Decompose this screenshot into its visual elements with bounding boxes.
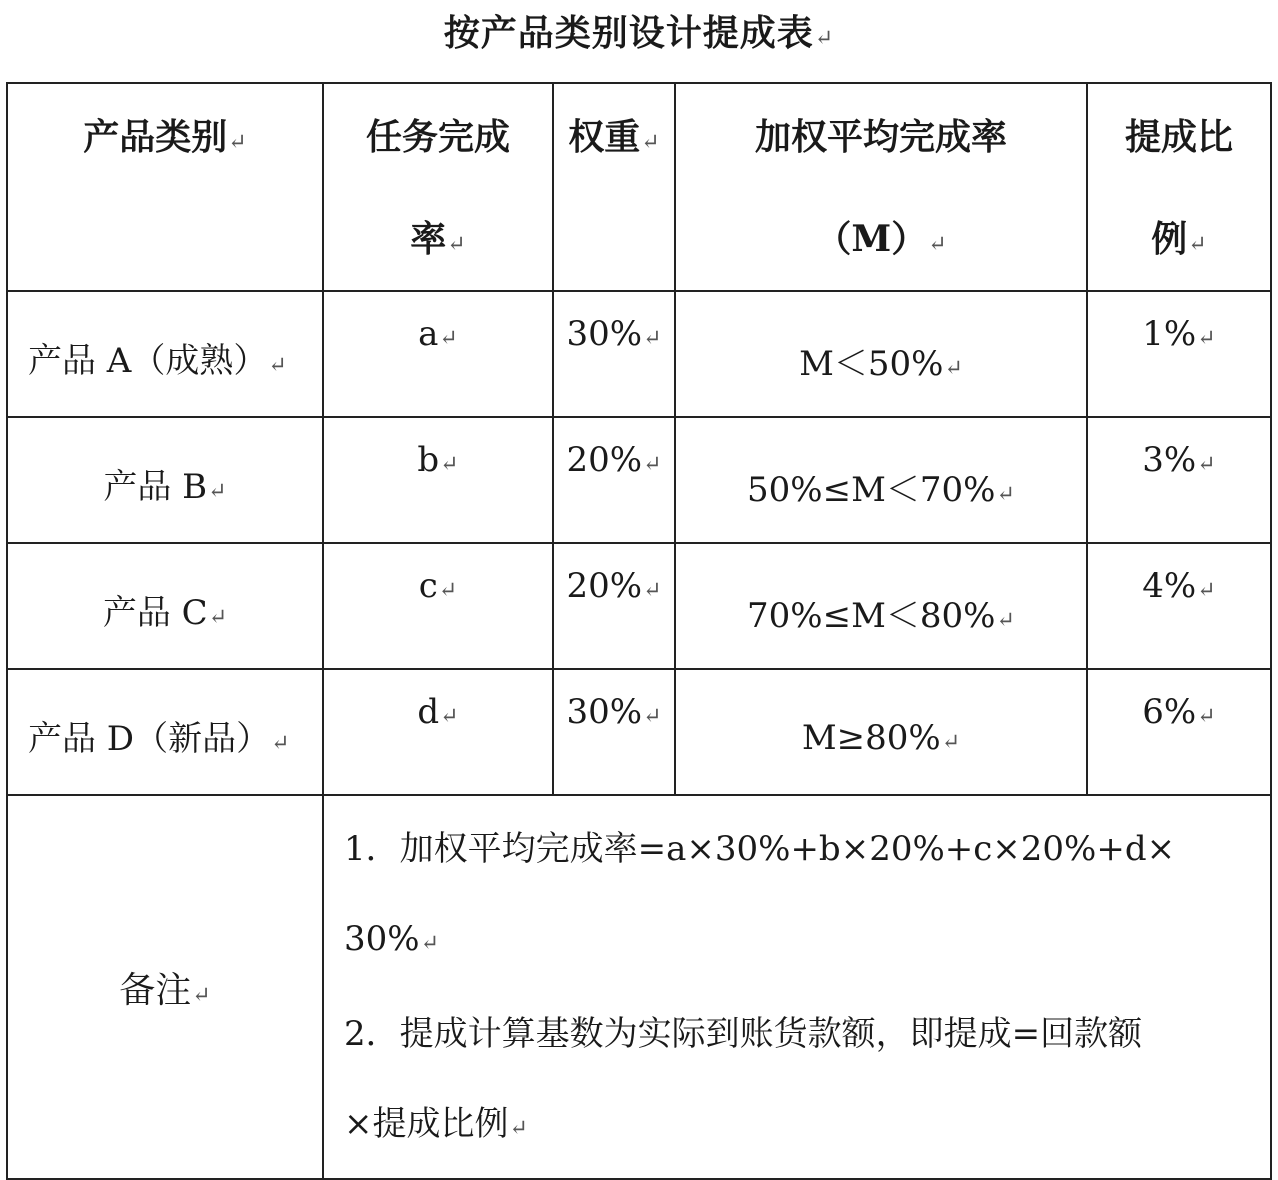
cell-weight [553,417,675,543]
paragraph-mark-icon: ↵ [996,481,1015,507]
paragraph-mark-icon: ↵ [208,604,228,630]
category-text: 产品 B [103,466,208,507]
header-ratio-line2: 例 [1151,218,1188,260]
completion-text: c [418,566,438,606]
completion-text: d [417,692,440,732]
cell-ratio [1087,543,1271,669]
paragraph-mark-icon: ↵ [643,578,662,603]
notes-label-text: 备注 [119,969,192,1011]
cell-weight [553,543,675,669]
paragraph-mark-icon: ↵ [1197,578,1216,603]
header-completion-line2: 率 [410,218,447,260]
ratio-text: 3% [1142,440,1197,480]
range-text: 50%≤M＜70% [747,469,996,510]
note-line-4-text: ×提成比例 [344,1104,509,1144]
paragraph-mark-icon: ↵ [268,352,287,378]
cell-range [675,543,1087,669]
weight-text: 20% [566,566,643,606]
header-row [7,83,1271,291]
cell-category [7,543,323,669]
paragraph-mark-icon: ↵ [944,355,963,381]
paragraph-mark-icon: ↵ [440,452,459,477]
weight-text: 30% [566,314,643,354]
header-weight [553,83,675,291]
note-line-2-text: 30% [344,919,420,959]
cell-ratio [1087,291,1271,417]
cell-category [7,669,323,795]
paragraph-mark-icon: ↵ [814,26,835,51]
header-category-text: 产品类别 [83,116,228,158]
paragraph-mark-icon: ↵ [420,931,440,956]
paragraph-mark-icon: ↵ [192,982,211,1008]
paragraph-mark-icon: ↵ [643,452,662,477]
paragraph-mark-icon: ↵ [1197,704,1216,729]
completion-text: b [417,440,440,480]
cell-range [675,669,1087,795]
cell-completion [323,291,553,417]
paragraph-mark-icon: ↵ [271,730,290,756]
header-category [7,83,323,291]
cell-range [675,291,1087,417]
note-line-1: 1．加权平均完成率=a×30%+b×20%+c×20%+d× [344,829,1176,869]
table-row [7,669,1271,795]
paragraph-mark-icon: ↵ [509,1116,528,1141]
paragraph-mark-icon: ↵ [1188,232,1207,257]
note-line-4 [344,1079,1250,1174]
notes-row [7,795,1271,1179]
weight-text: 30% [566,692,643,732]
paragraph-mark-icon: ↵ [447,232,466,257]
cell-range [675,417,1087,543]
paragraph-mark-icon: ↵ [440,704,459,729]
cell-completion [323,417,553,543]
range-text: M≥80% [801,718,941,758]
paragraph-mark-icon: ↵ [643,704,662,729]
paragraph-mark-icon: ↵ [941,730,961,755]
paragraph-mark-icon: ↵ [928,232,947,257]
range-text: M＜50% [799,343,944,384]
cell-weight [553,291,675,417]
ratio-text: 4% [1142,566,1197,606]
note-line-3: 2．提成计算基数为实际到账货款额，即提成=回款额 [344,1014,1143,1054]
header-weighted-line1: 加权平均完成率 [754,116,1007,158]
table-row [7,543,1271,669]
cell-ratio [1087,417,1271,543]
paragraph-mark-icon: ↵ [643,326,662,351]
category-text: 产品 C [102,592,208,633]
header-ratio-line1: 提成比 [1124,116,1233,158]
paragraph-mark-icon: ↵ [208,478,227,504]
header-weighted-average [675,83,1087,291]
paragraph-mark-icon: ↵ [1197,326,1216,351]
ratio-text: 6% [1142,692,1197,732]
commission-table [6,82,1272,1180]
cell-completion [323,669,553,795]
note-line-2 [344,894,1250,989]
ratio-text: 1% [1142,314,1197,354]
range-text: 70%≤M＜80% [747,595,996,636]
cell-weight [553,669,675,795]
paragraph-mark-icon: ↵ [439,326,458,351]
header-weight-text: 权重 [568,116,641,158]
completion-text: a [418,314,439,354]
table-row [7,291,1271,417]
category-text: 产品 D（新品） [28,718,271,759]
header-completion-line1: 任务完成 [365,116,510,158]
cell-ratio [1087,669,1271,795]
title-text: 按产品类别设计提成表 [443,12,814,54]
notes-label [7,795,323,1179]
weight-text: 20% [566,440,643,480]
header-weighted-line2: （M） [815,218,928,260]
paragraph-mark-icon: ↵ [1197,452,1216,477]
cell-category [7,417,323,543]
cell-completion [323,543,553,669]
header-commission-ratio [1087,83,1271,291]
notes-body [323,795,1271,1179]
header-completion-rate [323,83,553,291]
paragraph-mark-icon: ↵ [438,578,458,603]
paragraph-mark-icon: ↵ [641,130,660,155]
cell-category [7,291,323,417]
table-row [7,417,1271,543]
paragraph-mark-icon: ↵ [996,607,1015,633]
category-text: 产品 A（成熟） [28,340,268,381]
page-title [0,8,1278,64]
paragraph-mark-icon: ↵ [228,130,247,155]
